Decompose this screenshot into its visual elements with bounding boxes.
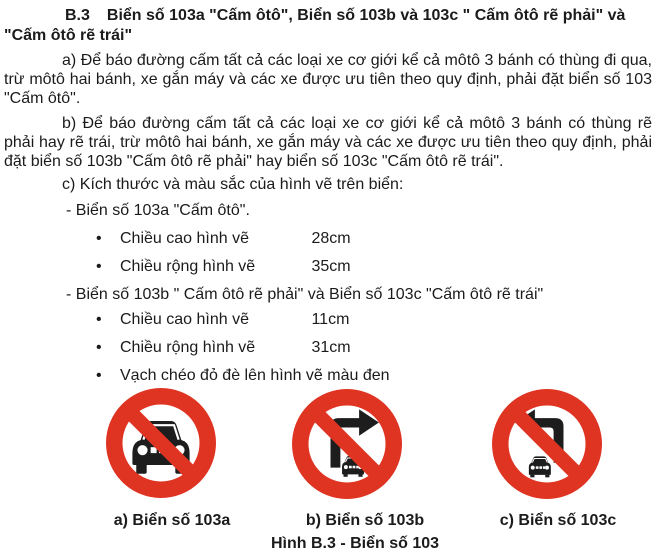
sign-caption-b: b) Biển số 103b — [305, 512, 425, 529]
paragraph-c: c) Kích thước và màu sắc của hình vẽ trên biển: — [62, 176, 404, 193]
spec-103a-label: - Biển số 103a "Cấm ôtô". — [66, 202, 250, 219]
section-title: Biển số 103a "Cấm ôtô", Biển số 103b và 103c " Cấm ôtô rẽ phải" và "Cấm ôtô rẽ trái" — [4, 7, 626, 44]
spec-item-label: Chiều cao hình vẽ — [120, 230, 249, 247]
no-right-turn-icon — [292, 389, 402, 499]
spec-item-value: 35cm — [311, 258, 351, 275]
spec-item-width-103a — [4, 257, 656, 276]
spec-item-width-103bc — [4, 338, 656, 357]
bullet-icon: • — [96, 367, 102, 384]
spec-item-label: Chiều cao hình vẽ — [120, 311, 249, 328]
sign-caption-a: a) Biển số 103a — [113, 512, 231, 529]
bullet-icon: • — [96, 311, 102, 328]
paragraph-b: b) Để báo đường cấm tất cả các loại xe cơ giới kể cả môtô 3 bánh có thùng rẽ phải hay rẽ trái, trừ môtô hai bánh, xe gắn máy và các xe được ưu tiên theo quy định, phải đặt biển số 103b "Cấm ôtô rẽ phải" hay biển số 103c "Cấm ôtô rẽ trái". — [4, 115, 652, 170]
section-heading — [4, 6, 656, 46]
bullet-icon: • — [96, 258, 102, 275]
bullet-icon: • — [96, 339, 102, 356]
no-car-icon — [106, 388, 216, 498]
spec-item-value: 31cm — [311, 339, 351, 356]
section-number: B.3 — [65, 7, 90, 24]
spec-item-height-103a — [4, 229, 656, 248]
bullet-icon: • — [96, 230, 102, 247]
sign-caption-c: c) Biển số 103c — [499, 512, 617, 529]
spec-103bc-list — [4, 310, 656, 385]
figure-b3 — [0, 388, 664, 560]
paragraph-a: a) Để báo đường cấm tất cả các loại xe cơ giới kể cả môtô 3 bánh có thùng đi qua, trừ môtô hai bánh, xe gắn máy và các xe được ưu tiên theo quy định, phải đặt biển số 103 "Cấm ôtô". — [4, 52, 652, 107]
spec-item-label: Chiều rộng hình vẽ — [120, 339, 256, 356]
figure-caption: Hình B.3 - Biển số 103 — [270, 535, 440, 552]
spec-item-value: 11cm — [311, 311, 350, 328]
spec-item-height-103bc — [4, 310, 656, 329]
spec-item-slash-note — [4, 366, 656, 385]
spec-103bc-label: - Biển số 103b " Cấm ôtô rẽ phải" và Biển số 103c "Cấm ôtô rẽ trái" — [66, 286, 544, 303]
spec-item-label: Chiều rộng hình vẽ — [120, 258, 256, 275]
spec-103a-list — [4, 229, 656, 276]
spec-item-label: Vạch chéo đỏ đè lên hình vẽ màu đen — [120, 367, 390, 384]
spec-item-value: 28cm — [311, 230, 351, 247]
no-left-turn-icon — [492, 389, 602, 499]
